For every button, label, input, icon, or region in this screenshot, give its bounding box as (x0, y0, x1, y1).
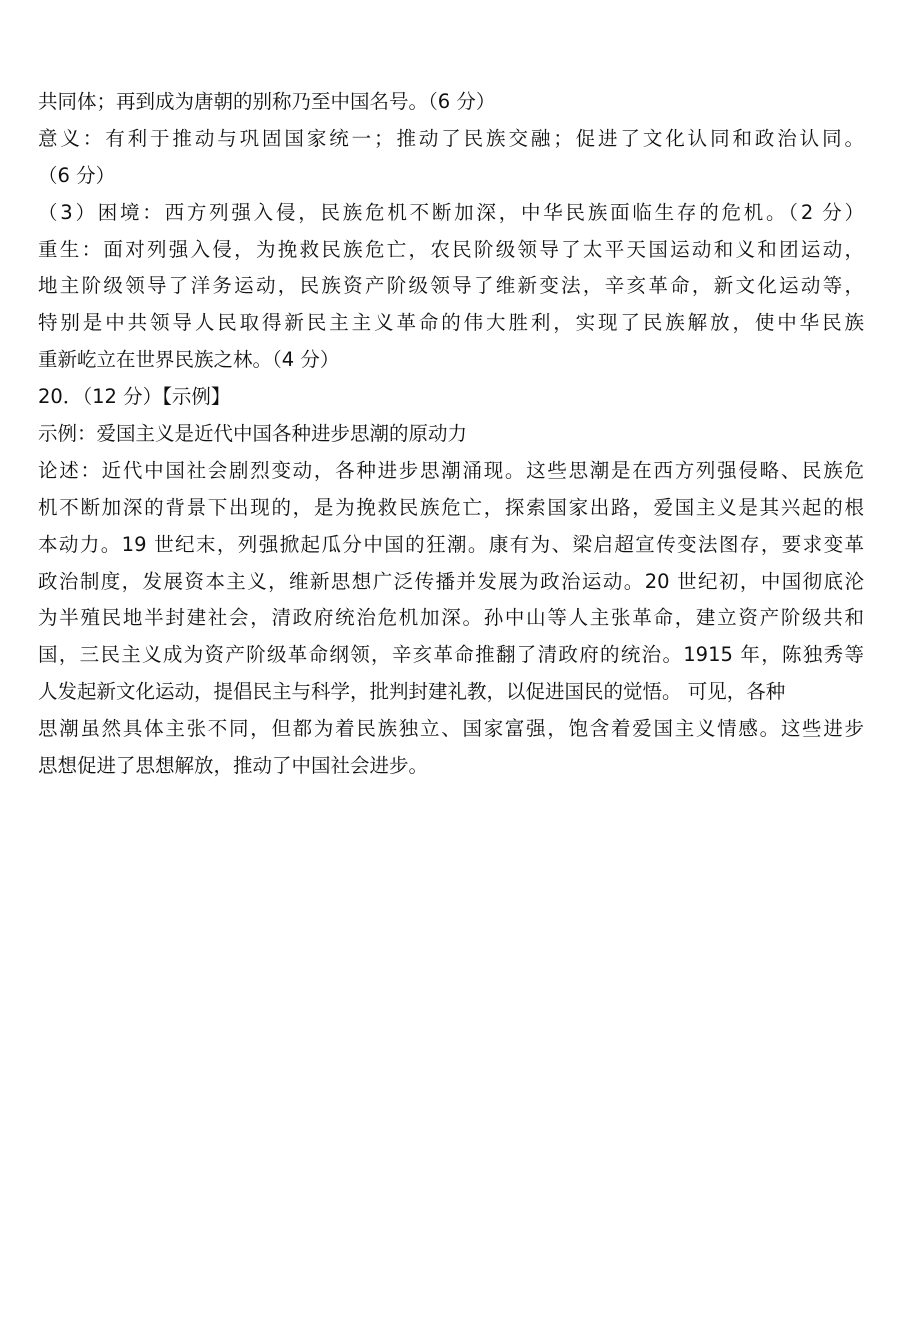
text-line: 本动力。19 世纪末，列强掀起瓜分中国的狂潮。康有为、梁启超宣传变法图存，要求变革 (38, 532, 864, 556)
text-line: 特别是中共领导人民取得新民主主义革命的伟大胜利，实现了民族解放，使中华民族 (38, 311, 864, 335)
text-line: 地主阶级领导了洋务运动，民族资产阶级领导了维新变法，辛亥革命，新文化运动等， (38, 274, 864, 298)
text-line: 机不断加深的背景下出现的，是为挽救民族危亡，探索国家出路，爱国主义是其兴起的根 (38, 495, 864, 519)
text-line: 思想促进了思想解放，推动了中国社会进步。 (38, 754, 429, 778)
text-line: （3）困境：西方列强入侵，民族危机不断加深，中华民族面临生存的危机。（2 分） (38, 200, 864, 224)
text-line: 为半殖民地半封建社会，清政府统治危机加深。孙中山等人主张革命，建立资产阶级共和 (38, 606, 864, 630)
text-line: 国，三民主义成为资产阶级革命纲领，辛亥革命推翻了清政府的统治。1915 年，陈独秀等 (38, 643, 864, 667)
text-line: 思潮虽然具体主张不同，但都为着民族独立、国家富强，饱含着爱国主义情感。这些进步 (38, 717, 864, 741)
text-line: （6 分） (38, 163, 116, 187)
text-line: 重新屹立在世界民族之林。（4 分） (38, 348, 340, 372)
document-page (38, 84, 864, 785)
text-line: 共同体；再到成为唐朝的别称乃至中国名号。（6 分） (38, 90, 496, 113)
text-line: 人发起新文化运动，提倡民主与科学，批判封建礼教，以促进国民的觉悟。 可见，各种 (38, 680, 786, 704)
text-line: 意义：有利于推动与巩固国家统一；推动了民族交融；促进了文化认同和政治认同。 (38, 126, 864, 150)
question-heading: 20．（12 分）【示例】 (38, 385, 231, 409)
text-line: 重生：面对列强入侵，为挽救民族危亡，农民阶级领导了太平天国运动和义和团运动， (38, 237, 864, 261)
text-line: 政治制度，发展资本主义，维新思想广泛传播并发展为政治运动。20 世纪初，中国彻底沦 (38, 569, 864, 593)
text-line: 论述：近代中国社会剧烈变动，各种进步思潮涌现。这些思潮是在西方列强侵略、民族危 (38, 458, 864, 482)
text-line: 示例：爱国主义是近代中国各种进步思潮的原动力 (38, 422, 468, 446)
